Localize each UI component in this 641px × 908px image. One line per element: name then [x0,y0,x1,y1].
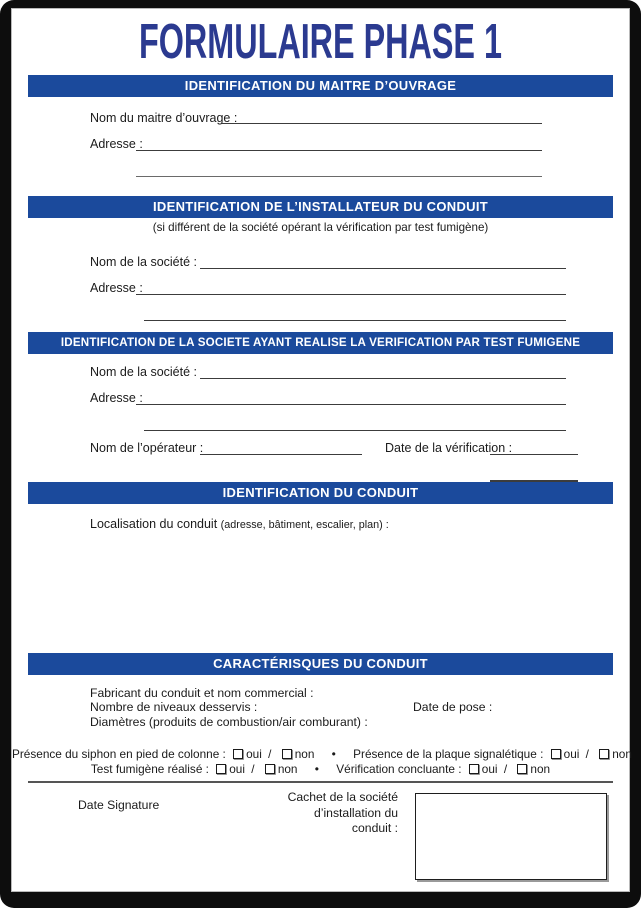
form-page [12,9,632,891]
input-line-nom-societe-verification[interactable] [200,378,566,379]
label-siphon: Présence du siphon en pied de colonne : [12,747,226,761]
siphon-oui-label: oui [246,747,262,761]
input-line-nom-societe-installateur[interactable] [200,268,566,269]
label-fabricant: Fabricant du conduit et nom commercial : [90,686,314,700]
page-title: FORMULAIRE PHASE 1 [139,15,502,69]
label-nom-societe-installateur: Nom de la société : [90,255,197,269]
section-header-caracteristiques: CARACTÉRISQUES DU CONDUIT [28,653,613,675]
input-line-adresse-verification-1[interactable] [136,404,566,405]
label-adresse-maitre-ouvrage: Adresse : [90,137,143,151]
checkbox-concluante-non[interactable] [517,764,527,774]
checks-row-test-concluante [12,762,629,776]
checkbox-test-non[interactable] [265,764,275,774]
concluante-non-label: non [530,762,551,776]
bullet-row-b: • [314,762,319,776]
section-header-verification: IDENTIFICATION DE LA SOCIETE AYANT REALISE LA VERIFICATION PAR TEST FUMIGENE [28,332,613,354]
cachet-line-3: conduit : [351,821,398,835]
input-line-date-verification-1[interactable] [490,454,578,455]
label-diametres: Diamètres (produits de combustion/air comburant) : [90,714,368,729]
label-adresse-installateur: Adresse : [90,281,143,295]
slash-siphon: / [268,747,272,761]
label-cachet-societe [212,790,398,837]
checkbox-siphon-non[interactable] [282,749,292,759]
section-header-installateur: IDENTIFICATION DE L’INSTALLATEUR DU CONDUIT [28,196,613,218]
stamp-box[interactable] [415,793,607,880]
input-line-nom-maitre-ouvrage[interactable] [222,123,542,124]
label-localisation-conduit [90,517,389,531]
section-header-conduit: IDENTIFICATION DU CONDUIT [28,482,613,504]
label-nom-societe-verification: Nom de la société : [90,365,197,379]
input-line-adresse-verification-2[interactable] [144,430,566,431]
input-line-adresse-maitre-ouvrage-1[interactable] [136,150,542,151]
input-line-adresse-installateur-1[interactable] [136,294,566,295]
checkbox-plaque-non[interactable] [599,749,609,759]
checkbox-siphon-oui[interactable] [233,749,243,759]
label-date-verification: Date de la vérification : [385,441,513,455]
input-line-nom-operateur[interactable] [200,454,362,455]
checkbox-plaque-oui[interactable] [551,749,561,759]
cachet-line-1: Cachet de la société [287,790,398,804]
input-line-adresse-installateur-2[interactable] [144,320,566,321]
concluante-oui-label: oui [481,762,498,776]
label-niveaux: Nombre de niveaux desservis : [90,700,258,715]
label-plaque: Présence de la plaque signalétique : [353,747,544,761]
slash-test: / [251,762,255,776]
plaque-oui-label: oui [563,747,580,761]
localisation-hint-text: (adresse, bâtiment, escalier, plan) : [220,519,389,531]
bullet-row-a: • [331,747,336,761]
siphon-non-label: non [294,747,315,761]
label-date-signature: Date Signature [78,798,160,812]
localisation-label-text: Localisation du conduit [90,517,218,531]
slash-plaque: / [585,747,589,761]
section-header-maitre-ouvrage: IDENTIFICATION DU MAITRE D’OUVRAGE [28,75,613,97]
test-oui-label: oui [229,762,245,776]
checkbox-test-oui[interactable] [216,764,226,774]
input-line-adresse-maitre-ouvrage-2[interactable] [136,176,542,177]
slash-concluante: / [503,762,508,776]
checks-row-siphon-plaque [12,747,632,761]
label-test-fumigene: Test fumigène réalisé : [90,762,209,776]
plaque-non-label: non [612,747,632,761]
label-nom-maitre-ouvrage: Nom du maitre d’ouvrage : [90,111,238,125]
label-nom-operateur: Nom de l’opérateur : [90,441,204,455]
label-date-pose: Date de pose : [413,700,493,714]
checkbox-concluante-oui[interactable] [469,764,479,774]
cachet-line-2: d’installation du [313,805,398,820]
label-concluante: Vérification concluante : [336,762,462,776]
section-subtitle-installateur: (si différent de la société opérant la vérification par test fumigène) [152,221,489,234]
test-non-label: non [277,762,298,776]
label-adresse-verification: Adresse : [90,391,143,405]
footer-divider [28,781,613,783]
caracteristiques-fields [90,686,368,729]
